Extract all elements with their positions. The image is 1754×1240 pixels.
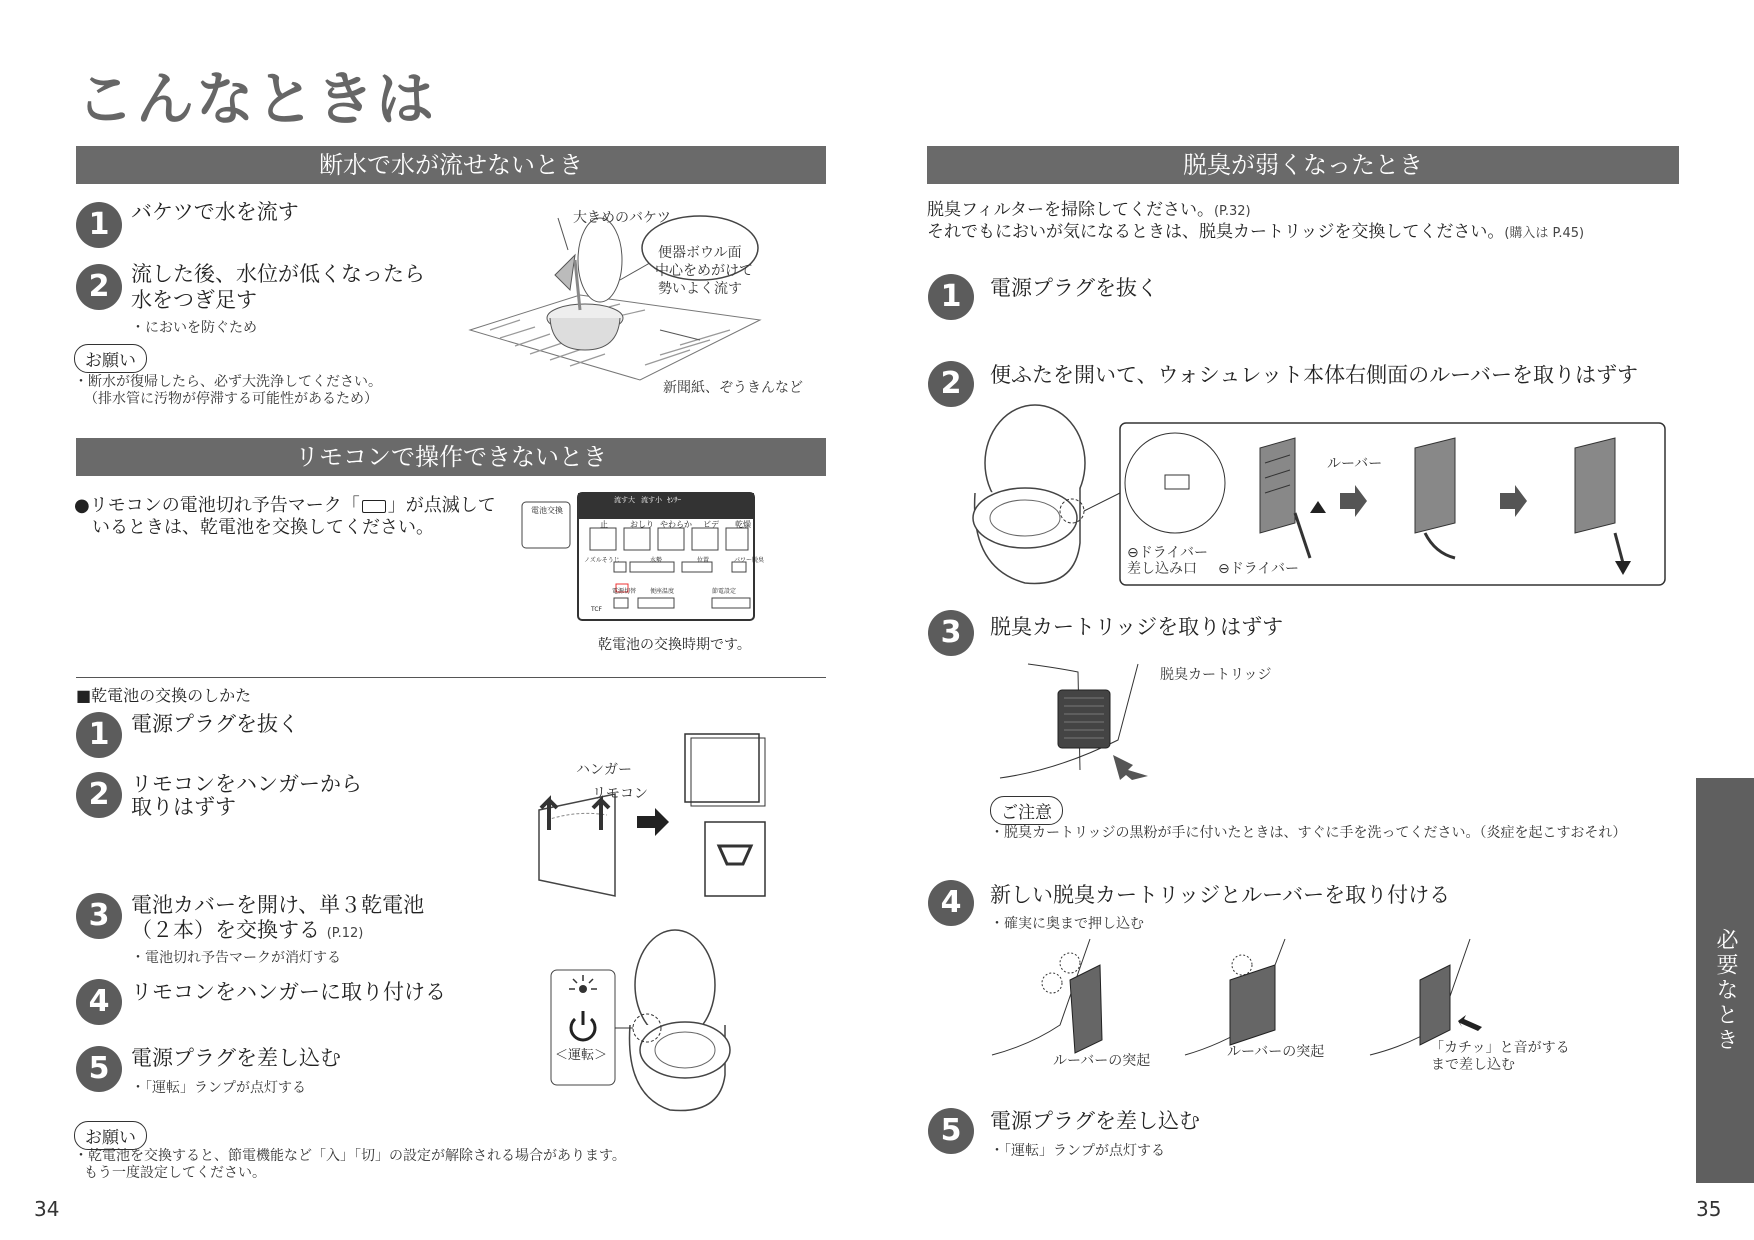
step-text: 取りはずす <box>131 795 236 819</box>
step-number-1: 1 <box>76 712 122 758</box>
remote-button-label: 節電設定 <box>712 588 737 595</box>
page-title: こんなときは <box>76 65 437 133</box>
request-text: もう一度設定してください。 <box>84 1165 266 1181</box>
step-note: ・「運転」ランプが点灯する <box>990 1143 1165 1159</box>
step-number-2: 2 <box>928 361 974 407</box>
label-driver-insert: 差し込み口 <box>1127 561 1197 577</box>
page-number-left: 34 <box>34 1197 60 1221</box>
caution-text: ・脱臭カートリッジの黒粉が手に付いたときは、すぐに手を洗ってください。（炎症を起こすおそれ） <box>990 825 1627 841</box>
label-unten: ＜運転＞ <box>555 1048 608 1063</box>
step-number-4: 4 <box>928 880 974 926</box>
step-text <box>131 917 363 947</box>
request-text: ・断水が復帰したら、必ず大洗浄してください。 <box>74 374 382 390</box>
remote-button-label: 止 <box>600 520 608 529</box>
request-text: ・乾電池を交換すると、節電機能など「入」「切」の設定が解除される場合があります。 <box>74 1148 626 1164</box>
section-header-remote: リモコンで操作できないとき <box>76 438 826 476</box>
label-cartridge: 脱臭カートリッジ <box>1160 667 1272 683</box>
remote-button-label: やわらか <box>660 520 692 529</box>
section-header-water-outage: 断水で水が流せないとき <box>76 146 826 184</box>
remote-button-label: パワー脱臭 <box>734 557 765 564</box>
bubble-text: 便器ボウル面 <box>658 245 742 261</box>
step-text: 脱臭カートリッジを取りはずす <box>990 615 1284 639</box>
label-hanger: ハンガー <box>576 762 632 778</box>
remote-button-label: 水勢 <box>650 557 663 564</box>
page-ref: (購入は P.45) <box>1504 226 1585 241</box>
label-bucket: 大きめのバケツ <box>573 210 671 226</box>
step-note: ・電池切れ予告マークが消灯する <box>131 950 341 966</box>
step-number-3: 3 <box>76 893 122 939</box>
step-text: 電源プラグを差し込む <box>990 1109 1200 1133</box>
intro-text <box>927 217 1584 242</box>
step-number-4: 4 <box>76 979 122 1025</box>
step-text: バケツで水を流す <box>131 200 299 224</box>
hanger-illustration <box>525 730 785 900</box>
step-text: リモコンをハンガーから <box>131 772 362 796</box>
bubble-text: 勢いよく流す <box>658 281 742 297</box>
remote-button-label: ｾﾝｻｰ <box>667 496 681 504</box>
step-number-1: 1 <box>76 202 122 248</box>
request-badge: お願い <box>74 344 147 373</box>
bubble-text: 中心をめがけて <box>655 263 753 279</box>
bucket-illustration <box>460 200 820 405</box>
step-text: 電源プラグを差し込む <box>131 1046 341 1070</box>
step-note: ・においを防ぐため <box>131 320 257 336</box>
step-note: ・「運転」ランプが点灯する <box>131 1080 306 1096</box>
intro-text-line: 脱臭フィルターを掃除してください。 <box>927 200 1214 220</box>
step-number-3: 3 <box>928 610 974 656</box>
side-tab-label: 必要なとき <box>1713 928 1738 1053</box>
step-note: ・確実に奥まで押し込む <box>990 916 1144 932</box>
step-number-1: 1 <box>928 274 974 320</box>
remote-button-label: 便座温度 <box>650 588 675 595</box>
remote-instruction-text: ●リモコンの電池切れ予告マーク「 <box>74 495 360 516</box>
battery-section-title: ■乾電池の交換のしかた <box>76 686 252 705</box>
divider <box>76 677 826 678</box>
remote-button-label: 乾燥 <box>735 520 751 529</box>
page-number-right: 35 <box>1696 1197 1722 1221</box>
step-text: （２本）を交換する <box>131 918 320 942</box>
louver-removal-illustration <box>965 393 1670 588</box>
remote-button-label: 流す大 <box>614 496 635 504</box>
caution-badge: ご注意 <box>990 796 1063 825</box>
step-text: 流した後、水位が低くなったら <box>131 262 425 286</box>
remote-battery-label: 電池交換 <box>531 506 563 515</box>
cartridge-illustration <box>998 660 1178 785</box>
remote-button-label: ビデ <box>703 520 719 529</box>
label-louver-bump: ルーバーの突起 <box>1053 1053 1151 1069</box>
label-driver: ⊖ドライバー <box>1218 561 1300 577</box>
step-number-2: 2 <box>76 264 122 310</box>
label-louver: ルーバー <box>1327 456 1383 472</box>
remote-instruction-text: 」が点滅して <box>387 495 496 516</box>
step-text: 電源プラグを抜く <box>131 712 299 736</box>
label-click: 「カチッ」と音がする <box>1430 1040 1570 1056</box>
label-driver-insert: ⊖ドライバー <box>1127 545 1209 561</box>
page-ref: (P.12) <box>326 926 364 941</box>
label-newspaper: 新聞紙、ぞうきんなど <box>663 380 803 396</box>
page-ref: (P.32) <box>1213 204 1251 219</box>
battery-mark-icon <box>362 500 386 513</box>
step-text: 水をつぎ足す <box>131 288 257 312</box>
step-text: 電池カバーを開け、単３乾電池 <box>131 893 425 917</box>
step-text: 新しい脱臭カートリッジとルーバーを取り付ける <box>990 883 1451 907</box>
remote-caption: 乾電池の交換時期です。 <box>598 637 751 653</box>
step-number-5: 5 <box>76 1046 122 1092</box>
request-text: （排水管に汚物が停滞する可能性があるため） <box>84 391 378 407</box>
section-header-deodorize: 脱臭が弱くなったとき <box>927 146 1679 184</box>
remote-model-label: TCF <box>591 606 602 613</box>
step-number-5: 5 <box>928 1108 974 1154</box>
intro-text-line: それでもにおいが気になるときは、脱臭カートリッジを交換してください。 <box>927 222 1505 242</box>
label-click: まで差し込む <box>1431 1057 1515 1073</box>
label-louver-bump: ルーバーの突起 <box>1227 1044 1325 1060</box>
step-number-2: 2 <box>76 772 122 818</box>
remote-button-label: 流す小 <box>641 496 662 504</box>
step-text: 便ふたを開いて、ウォシュレット本体右側面のルーバーを取りはずす <box>990 363 1639 387</box>
remote-button-label: ノズルそうじ <box>584 557 620 564</box>
toilet-power-illustration <box>545 925 765 1120</box>
remote-button-label: 位置 <box>697 557 710 564</box>
side-tab <box>1696 778 1754 1183</box>
remote-button-label: 電源切替 <box>612 588 637 595</box>
remote-button-label: おしり <box>630 520 654 529</box>
step-text: リモコンをハンガーに取り付ける <box>131 980 446 1004</box>
label-remote: リモコン <box>592 786 648 802</box>
step-text: 電源プラグを抜く <box>990 276 1158 300</box>
request-badge: お願い <box>74 1121 147 1150</box>
remote-instruction-text: いるときは、乾電池を交換してください。 <box>92 517 434 538</box>
